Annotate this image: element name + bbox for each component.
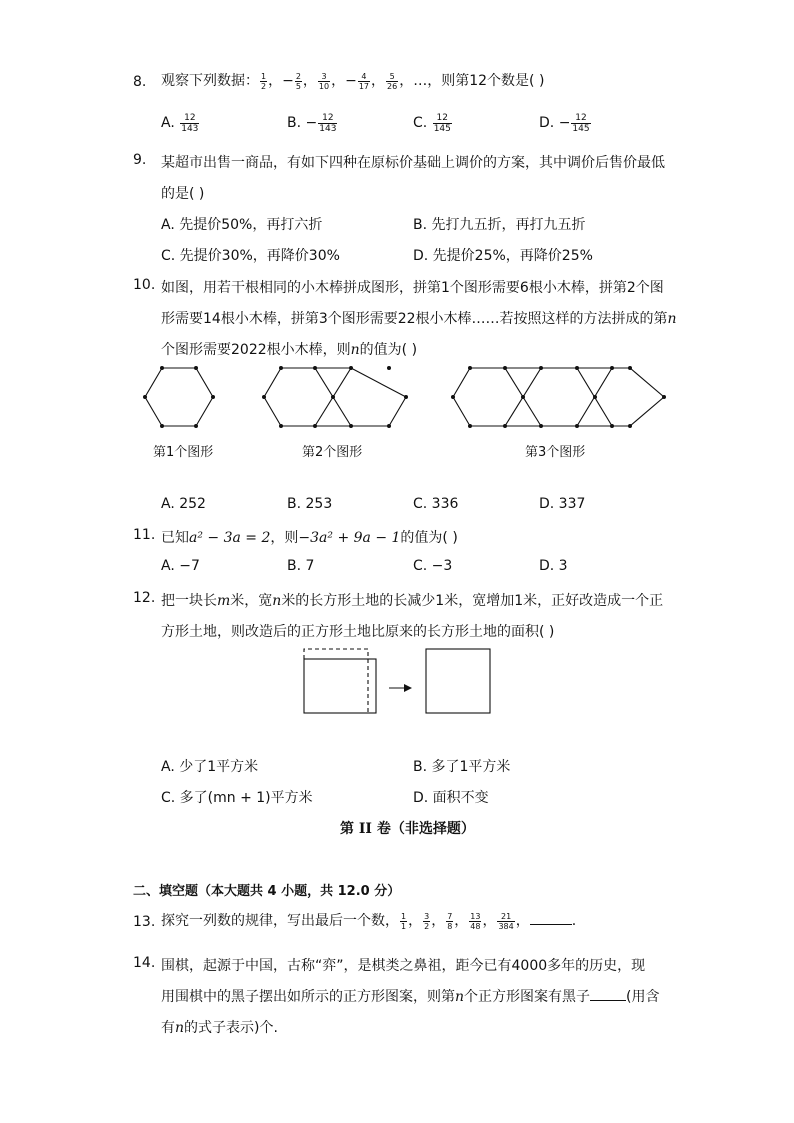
q9-option-a[interactable]: A. 先提价50%，再打六折 [161,217,323,233]
q8-option-c[interactable]: C. $\frac{12}{145}$ [413,112,451,134]
q11-stem: 已知a² − 3a = 2，则−3a² + 9a − 1的值为( ) [161,530,458,546]
q9-option-b[interactable]: B. 先打九五折，再打九五折 [413,217,586,233]
q8-sequence: $\frac{1}{2}$ ，− $\frac{2}{5}$ ， $\frac{3}{10}$ ，− $\frac{4}{17}$ ， $\frac{5}{26}$ [261,71,398,91]
q12-option-a[interactable]: A. 少了1平方米 [161,759,259,775]
q10-caption-1: 第1个图形 [153,445,214,460]
q12-number: 12. [133,590,156,606]
q13-stem: 探究一列数的规律，写出最后一个数， $\frac{1}{1}$ ， $\frac{3}{2}$ ， $\frac{7}{8}$ ， $\frac{13}{48}$ ， $\frac{21}{384}$ ， . [161,911,577,931]
fraction: $\frac{12}{145}$ [433,112,451,134]
q10-number: 10. [133,277,156,293]
q12-rectangle-diagram [300,645,495,717]
fraction: − $\frac{12}{145}$ [558,112,590,134]
q14-line1: 围棋，起源于中国，古称“弈”，是棋类之鼻祖，距今已有4000多年的历史，现 [161,958,646,974]
fraction: $\frac{1}{1}$ [401,911,407,931]
fraction: $\frac{13}{48}$ [470,911,481,931]
q13-answer-blank[interactable] [530,924,572,925]
q8-stem: 观察下列数据： $\frac{1}{2}$ ，− $\frac{2}{5}$ ， $\frac{3}{10}$ ，− $\frac{4}{17}$ ， $\frac{5}{26}$ ，…，则第12个数是( ) [161,71,545,91]
q11-expression-2: −3a² + 9a − 1 [298,530,401,546]
q8-option-d[interactable]: D. − $\frac{12}{145}$ [539,112,590,134]
q11-number: 11. [133,527,156,543]
fraction: $\frac{21}{384}$ [498,911,514,931]
q8-option-a[interactable]: A. $\frac{12}{143}$ [161,112,199,134]
q11-expression-1: a² − 3a = 2 [189,530,271,546]
q9-line2: 的是( ) [161,186,205,202]
part2-title: 第 II 卷（非选择题） [340,821,475,837]
fraction: − $\frac{12}{143}$ [305,112,337,134]
q10-caption-3: 第3个图形 [525,445,586,460]
fraction: $\frac{7}{8}$ [447,911,453,931]
q11-option-d[interactable]: D. 3 [539,558,568,574]
q14-line2: 用围棋中的黑子摆出如所示的正方形图案，则第n个正方形图案有黑子 (用含 [161,989,660,1005]
q11-option-b[interactable]: B. 7 [287,558,315,574]
fraction: − $\frac{2}{5}$ [282,71,301,91]
fraction: $\frac{12}{143}$ [181,112,199,134]
fraction: − $\frac{4}{17}$ [345,71,370,91]
q14-number: 14. [133,955,156,971]
q13-sequence: $\frac{1}{1}$ ， $\frac{3}{2}$ ， $\frac{7}{8}$ ， $\frac{13}{48}$ ， $\frac{21}{384}$ ， [401,911,530,931]
fraction: $\frac{5}{26}$ [387,71,398,91]
q10-line1: 如图，用若干根相同的小木棒拼成图形，拼第1个图形需要6根小木棒，拼第2个图 [161,280,664,296]
q11-option-a[interactable]: A. −7 [161,558,200,574]
q14-line3: 有n的式子表示)个. [161,1020,278,1036]
q9-number: 9. [133,152,147,168]
q10-option-c[interactable]: C. 336 [413,496,459,512]
q12-line2: 方形土地，则改造后的正方形土地比原来的长方形土地的面积( ) [161,624,555,640]
q12-line1: 把一块长m米，宽n米的长方形土地的长减少1米，宽增加1米，正好改造成一个正 [161,593,664,609]
q10-line3: 个图形需要2022根小木棒，则n的值为( ) [161,342,418,358]
q12-option-b[interactable]: B. 多了1平方米 [413,759,511,775]
q9-option-d[interactable]: D. 先提价25%，再降价25% [413,248,593,264]
q8-option-b[interactable]: B. − $\frac{12}{143}$ [287,112,337,134]
q12-option-d[interactable]: D. 面积不变 [413,790,489,806]
fraction: $\frac{3}{10}$ [318,71,330,91]
fraction: $\frac{3}{2}$ [424,911,430,931]
q10-stick-figures [130,360,690,435]
q10-caption-2: 第2个图形 [302,445,363,460]
q11-option-c[interactable]: C. −3 [413,558,453,574]
q9-line1: 某超市出售一商品，有如下四种在原标价基础上调价的方案，其中调价后售价最低 [161,155,665,171]
q10-line2: 形需要14根小木棒，拼第3个图形需要22根小木棒……若按照这样的方法拼成的第n [161,311,677,327]
q10-option-b[interactable]: B. 253 [287,496,333,512]
q8-number: 8. [133,74,147,90]
q14-answer-blank[interactable] [590,1000,626,1001]
q9-option-c[interactable]: C. 先提价30%，再降价30% [161,248,340,264]
section2-heading: 二、填空题（本大题共 4 小题，共 12.0 分） [133,884,401,899]
q12-option-c[interactable]: C. 多了(mn + 1)平方米 [161,790,313,806]
q13-number: 13. [133,914,156,930]
q10-option-d[interactable]: D. 337 [539,496,586,512]
fraction: $\frac{1}{2}$ [261,71,267,91]
q10-option-a[interactable]: A. 252 [161,496,206,512]
